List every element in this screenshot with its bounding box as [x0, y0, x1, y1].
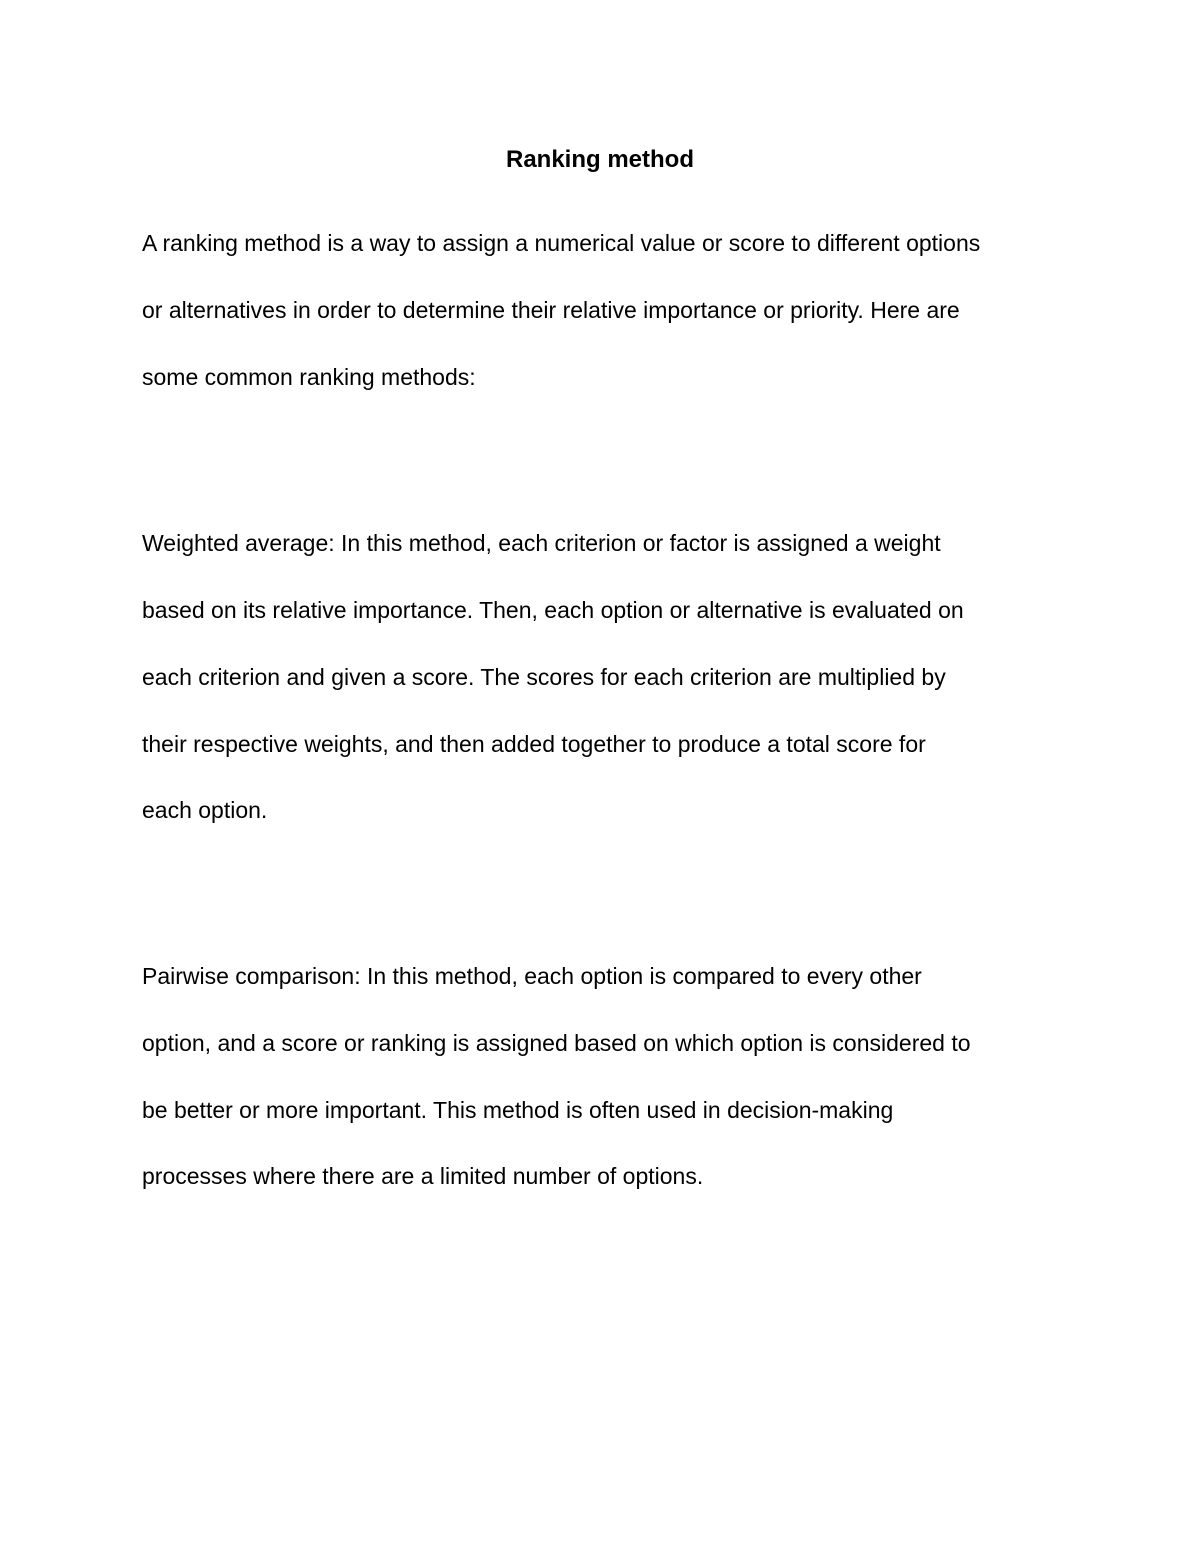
paragraph-line: each option.: [142, 797, 268, 823]
paragraph-line: their respective weights, and then added together to produce a total score for: [142, 731, 926, 757]
paragraph-line: based on its relative importance. Then, each option or alternative is evaluated on: [142, 597, 964, 623]
paragraph-line: be better or more important. This method is often used in decision-making: [142, 1097, 894, 1123]
paragraph-line: processes where there are a limited number of options.: [142, 1163, 704, 1189]
page-title: Ranking method: [505, 146, 694, 173]
paragraph-line: or alternatives in order to determine their relative importance or priority. Here are: [142, 297, 960, 323]
paragraph-line: option, and a score or ranking is assigned based on which option is considered to: [142, 1030, 971, 1056]
paragraph-line: A ranking method is a way to assign a numerical value or score to different options: [142, 230, 981, 256]
paragraph-line: Pairwise comparison: In this method, each option is compared to every other: [142, 963, 922, 989]
paragraph-line: each criterion and given a score. The scores for each criterion are multiplied by: [142, 664, 946, 690]
paragraph-line: some common ranking methods:: [142, 364, 476, 390]
paragraph-line: Weighted average: In this method, each criterion or factor is assigned a weight: [142, 530, 941, 556]
